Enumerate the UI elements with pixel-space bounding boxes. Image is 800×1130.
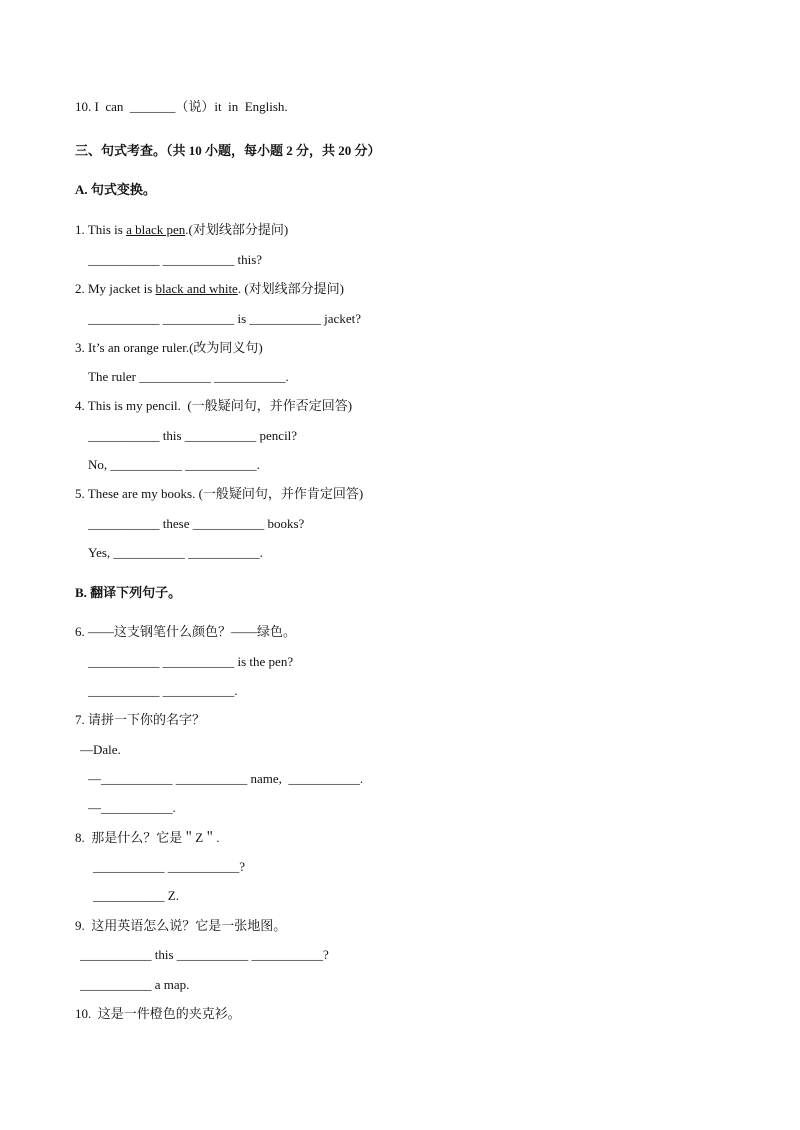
question-6-prompt: 6. ——这支钢笔什么颜色？——绿色。 (75, 624, 297, 639)
question-2-answer-line: ___________ ___________ is ___________ jacket? (88, 311, 361, 326)
question-5-prompt: 5. These are my books. (一般疑问句，并作肯定回答) (75, 486, 364, 501)
question-4-prompt: 4. This is my pencil. (一般疑问句，并作否定回答) (75, 398, 353, 413)
question-1-text-end: .(对划线部分提问) (185, 222, 289, 237)
question-1-prompt (75, 222, 288, 238)
question-5-answer-line-1: ___________ these ___________ books? (88, 516, 305, 531)
question-1-text-start: 1. This is (75, 222, 127, 237)
question-3-answer-line: The ruler ___________ ___________. (88, 369, 289, 384)
question-2-text-end: . (对划线部分提问) (237, 281, 344, 296)
question-10-prompt: 10. 这是一件橙色的夹克衫。 (75, 1006, 241, 1021)
question-4-answer-line-2: No, ___________ ___________. (88, 457, 260, 472)
question-6-answer-line-1: ___________ ___________ is the pen? (88, 654, 294, 669)
question-4-answer-line-1: ___________ this ___________ pencil? (88, 428, 298, 443)
question-5-answer-line-2: Yes, ___________ ___________. (88, 545, 263, 560)
question-3-prompt: 3. It’s an orange ruler.(改为同义句) (75, 340, 263, 355)
question-7-dialogue-line-1: —Dale. (80, 742, 121, 757)
question-8-answer-line-2: ___________ Z. (93, 888, 179, 903)
part-b-heading: B. 翻译下列句子。 (75, 585, 182, 600)
question-1-underlined-phrase: a black pen (126, 222, 186, 237)
question-8-prompt: 8. 那是什么？它是＂Z＂. (75, 830, 220, 845)
question-9-answer-line-2: ___________ a map. (80, 977, 190, 992)
question-9-prompt: 9. 这用英语怎么说？它是一张地图。 (75, 918, 287, 933)
question-7-prompt: 7. 请拼一下你的名字？ (75, 712, 206, 727)
question-7-dialogue-line-3: —___________. (88, 800, 176, 815)
question-8-answer-line-1: ___________ ___________? (93, 859, 246, 874)
question-2-text-start: 2. My jacket is (75, 281, 156, 296)
question-7-dialogue-line-2: —___________ ___________ name, ___________. (88, 771, 364, 786)
question-2-underlined-phrase: black and white (155, 281, 238, 296)
section-three-heading: 三、句式考查。（共 10 小题，每小题 2 分，共 20 分） (75, 143, 381, 158)
question-1-answer-line: ___________ ___________ this? (88, 252, 263, 267)
question-6-answer-line-2: ___________ ___________. (88, 683, 238, 698)
question-10-fill-blank: 10. I can _______（说）it in English. (75, 99, 288, 114)
part-a-heading: A. 句式变换。 (75, 182, 156, 197)
question-9-answer-line-1: ___________ this ___________ ___________? (80, 947, 329, 962)
question-2-prompt (75, 281, 344, 297)
